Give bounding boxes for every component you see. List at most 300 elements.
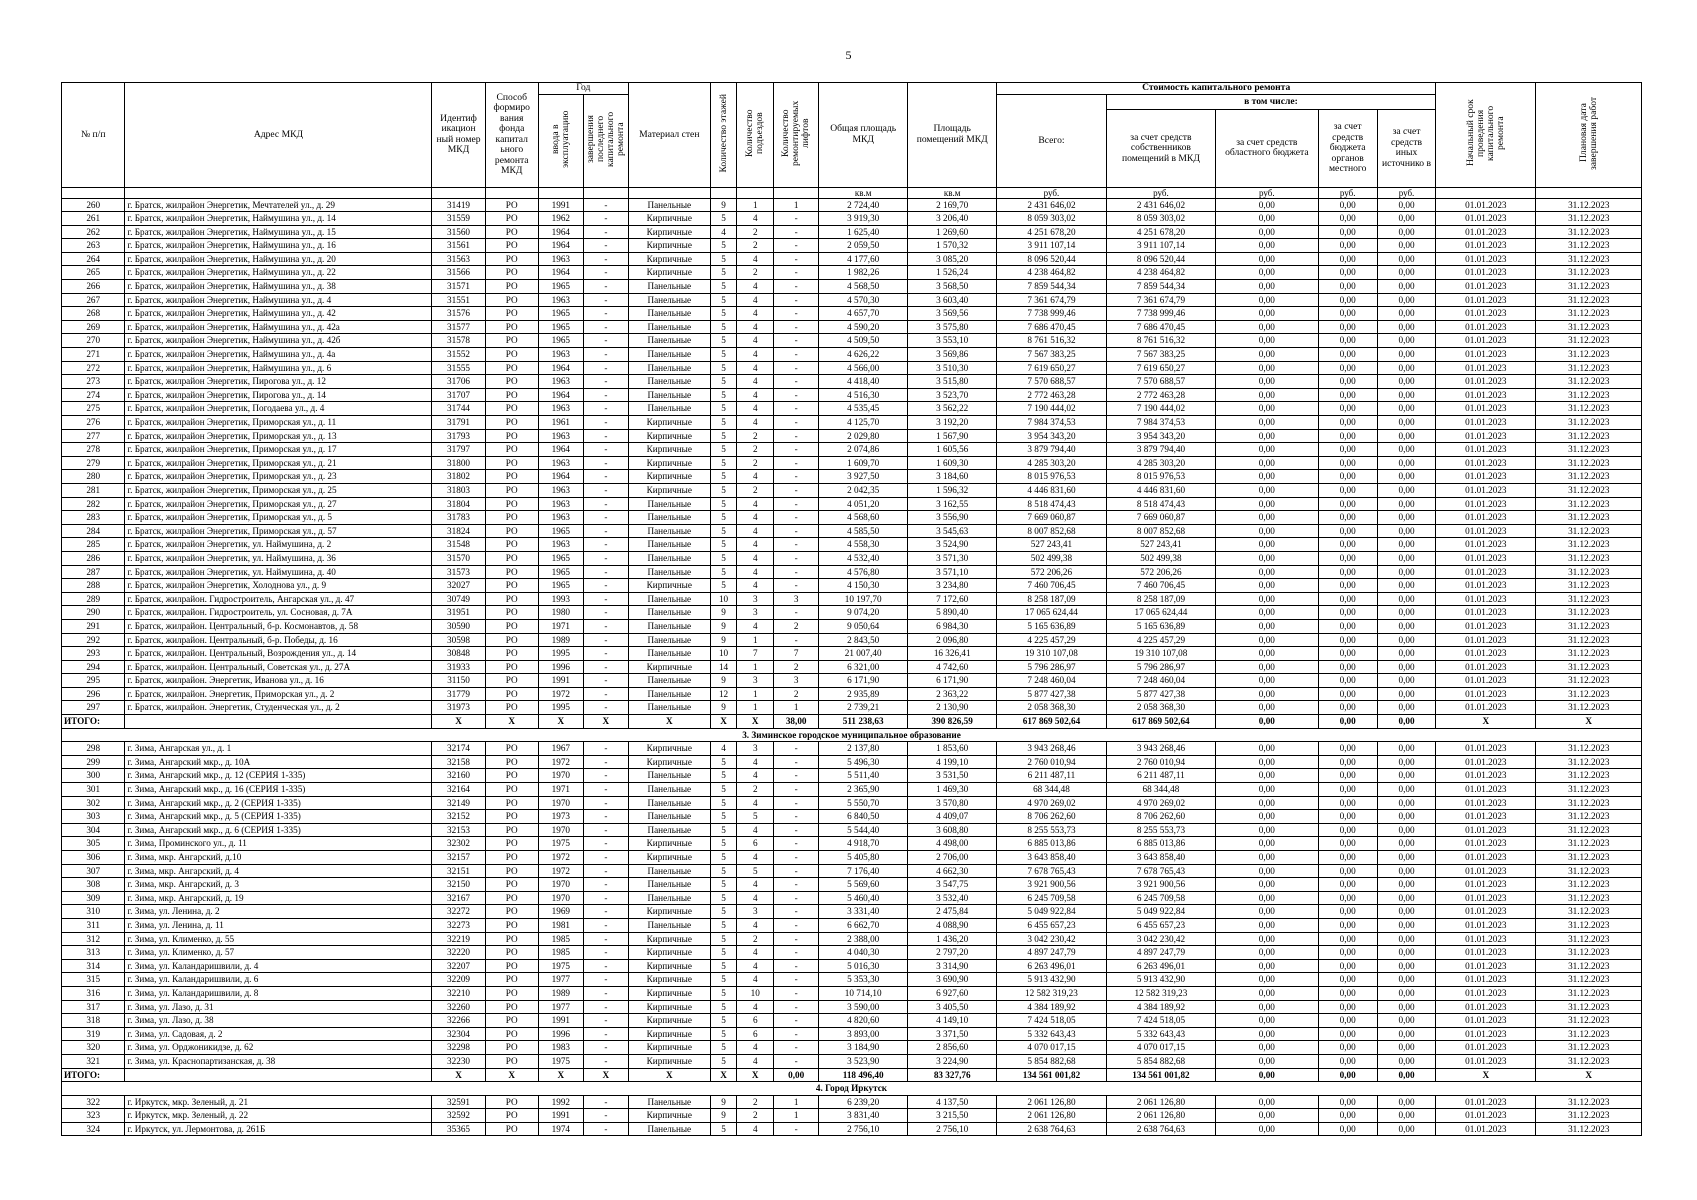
cell-year-last-repair: - [583,565,628,579]
cell-entrances: 2 [737,443,774,457]
cell-start-date: 01.01.2023 [1436,361,1536,375]
cell-year-commission: 1964 [538,388,583,402]
cell-year-last-repair: - [583,837,628,851]
cell-cost-owners: 2 431 646,02 [1106,198,1215,212]
cell-row-number: 271 [62,348,125,362]
cell-floors: 5 [710,239,737,253]
cell-fund-method: РО [485,701,538,715]
cell-wall-material: Кирпичные [628,837,710,851]
cell-floors: 5 [710,769,737,783]
cell-row-number: 282 [62,497,125,511]
total-total-area: 118 496,40 [819,1068,908,1082]
cell-year-last-repair: - [583,823,628,837]
cell-premises-area: 5 890,40 [908,606,997,620]
cell-address: г. Братск, жилрайон Энергетик, ул. Наймушина, д. 2 [125,538,432,552]
cell-start-date: 01.01.2023 [1436,959,1536,973]
cell-cost-owners: 572 206,26 [1106,565,1215,579]
cell-row-number: 316 [62,986,125,1000]
cell-entrances: 6 [737,1014,774,1028]
cell-lifts: - [774,1041,819,1055]
cell-lifts: - [774,823,819,837]
cell-cost-local: 0,00 [1318,905,1377,919]
cell-floors: 5 [710,212,737,226]
cell-total-area: 2 074,86 [819,443,908,457]
cell-ident-number: 31576 [432,307,485,321]
cell-premises-area: 4 149,10 [908,1014,997,1028]
cell-wall-material: Панельные [628,307,710,321]
cell-row-number: 324 [62,1122,125,1136]
cell-address: г. Иркутск, ул. Лермонтова, д. 261Б [125,1122,432,1136]
cell-cost-owners: 6 211 487,11 [1106,769,1215,783]
cell-entrances: 4 [737,823,774,837]
cell-fund-method: РО [485,1054,538,1068]
cell-cost-other: 0,00 [1377,932,1435,946]
table-row [62,823,1642,837]
cell-year-commission: 1972 [538,851,583,865]
cell-floors: 14 [710,660,737,674]
cell-premises-area: 3 371,50 [908,1027,997,1041]
cell-start-date: 01.01.2023 [1436,986,1536,1000]
cell-cost-other: 0,00 [1377,551,1435,565]
cell-address: г. Братск, жилрайон Энергетик, Наймушина ул., д. 42а [125,320,432,334]
cell-ident-number: 31555 [432,361,485,375]
cell-total-area: 4 570,30 [819,293,908,307]
cell-start-date: 01.01.2023 [1436,864,1536,878]
cell-year-last-repair: - [583,986,628,1000]
cell-entrances: 2 [737,225,774,239]
cell-wall-material: Панельные [628,1095,710,1109]
cell-wall-material: Кирпичные [628,932,710,946]
cell-year-last-repair: - [583,538,628,552]
table-row [62,307,1642,321]
cell-year-last-repair: - [583,932,628,946]
cell-cost-regional: 0,00 [1216,742,1318,756]
cell-ident-number: 32153 [432,823,485,837]
cell-lifts: - [774,932,819,946]
cell-cost-other: 0,00 [1377,1054,1435,1068]
cell-cost-owners: 3 943 268,46 [1106,742,1215,756]
cell-start-date: 01.01.2023 [1436,443,1536,457]
cell-start-date: 01.01.2023 [1436,1041,1536,1055]
cell-start-date: 01.01.2023 [1436,429,1536,443]
cell-wall-material: Панельные [628,334,710,348]
cell-fund-method: РО [485,565,538,579]
cell-lifts: - [774,293,819,307]
cell-row-number: 274 [62,388,125,402]
cell-year-last-repair: - [583,796,628,810]
cell-premises-area: 2 363,22 [908,687,997,701]
cell-total-area: 3 331,40 [819,905,908,919]
cell-year-last-repair: - [583,348,628,362]
cell-year-commission: 1970 [538,878,583,892]
cell-entrances: 4 [737,1054,774,1068]
cell-premises-area: 2 856,60 [908,1041,997,1055]
cell-total-area: 4 820,60 [819,1014,908,1028]
cell-premises-area: 2 130,90 [908,701,997,715]
cell-cost-owners: 8 096 520,44 [1106,252,1215,266]
cell-row-number: 289 [62,592,125,606]
cell-entrances: 4 [737,1122,774,1136]
cell-fund-method: РО [485,402,538,416]
cell-year-last-repair: - [583,742,628,756]
cell-wall-material: Кирпичные [628,456,710,470]
cell-cost-total: 2 431 646,02 [997,198,1106,212]
cell-lifts: 3 [774,674,819,688]
cell-cost-regional: 0,00 [1216,443,1318,457]
header-wall-material: Материал стен [628,83,710,188]
cell-wall-material: Панельные [628,388,710,402]
cell-premises-area: 3 314,90 [908,959,997,973]
cell-cost-local: 0,00 [1318,429,1377,443]
cell-floors: 5 [710,388,737,402]
cell-cost-other: 0,00 [1377,946,1435,960]
cell-row-number: 273 [62,375,125,389]
cell-wall-material: Панельные [628,701,710,715]
cell-fund-method: РО [485,823,538,837]
cell-floors: 5 [710,538,737,552]
cell-premises-area: 3 184,60 [908,470,997,484]
cell-address: г. Братск, жилрайон Энергетик, Наймушина ул., д. 14 [125,212,432,226]
cell-address: г. Братск, жилрайон. Гидростроитель, Ангарская ул., д. 47 [125,592,432,606]
cell-address: г. Зима, ул. Орджоникидзе, д. 62 [125,1041,432,1055]
cell-total-area: 4 177,60 [819,252,908,266]
cell-floors: 9 [710,198,737,212]
cell-start-date: 01.01.2023 [1436,511,1536,525]
cell-start-date: 01.01.2023 [1436,280,1536,294]
cell-address: г. Братск, жилрайон Энергетик, Наймушина ул., д. 16 [125,239,432,253]
total-start-date: X [1436,715,1536,729]
cell-floors: 10 [710,647,737,661]
header-cost-total: Всего: [997,95,1106,188]
cell-cost-regional: 0,00 [1216,198,1318,212]
cell-wall-material: Панельные [628,823,710,837]
cell-floors: 4 [710,742,737,756]
cell-ident-number: 32027 [432,579,485,593]
cell-cost-regional: 0,00 [1216,416,1318,430]
cell-cost-other: 0,00 [1377,1041,1435,1055]
cell-cost-total: 6 263 496,01 [997,959,1106,973]
cell-total-area: 4 566,00 [819,361,908,375]
cell-row-number: 260 [62,198,125,212]
cell-premises-area: 3 603,40 [908,293,997,307]
cell-wall-material: Кирпичные [628,443,710,457]
total-ident-number: X [432,1068,485,1082]
cell-total-area: 6 321,00 [819,660,908,674]
cell-entrances: 1 [737,687,774,701]
cell-cost-regional: 0,00 [1216,1122,1318,1136]
cell-cost-regional: 0,00 [1216,334,1318,348]
cell-cost-regional: 0,00 [1216,579,1318,593]
cell-end-date: 31.12.2023 [1536,864,1642,878]
cell-cost-owners: 7 190 444,02 [1106,402,1215,416]
cell-entrances: 4 [737,959,774,973]
cell-cost-owners: 8 059 303,02 [1106,212,1215,226]
cell-start-date: 01.01.2023 [1436,1122,1536,1136]
cell-cost-other: 0,00 [1377,592,1435,606]
table-row [62,551,1642,565]
cell-cost-other: 0,00 [1377,769,1435,783]
cell-fund-method: РО [485,307,538,321]
cell-start-date: 01.01.2023 [1436,1109,1536,1123]
cell-row-number: 266 [62,280,125,294]
header-ident: Идентиф икацион ный номер МКД [432,83,485,188]
cell-entrances: 4 [737,348,774,362]
cell-row-number: 304 [62,823,125,837]
cell-ident-number: 32298 [432,1041,485,1055]
cell-wall-material: Кирпичные [628,1027,710,1041]
cell-address: г. Братск, жилрайон Энергетик, Приморская ул., д. 11 [125,416,432,430]
cell-entrances: 10 [737,986,774,1000]
unit-owners: руб. [1106,187,1215,198]
cell-year-commission: 1964 [538,443,583,457]
cell-ident-number: 31824 [432,524,485,538]
cell-cost-regional: 0,00 [1216,783,1318,797]
cell-cost-total: 8 015 976,53 [997,470,1106,484]
cell-year-last-repair: - [583,606,628,620]
cell-end-date: 31.12.2023 [1536,511,1642,525]
table-row [62,402,1642,416]
cell-floors: 5 [710,416,737,430]
cell-cost-total: 7 678 765,43 [997,864,1106,878]
cell-lifts: - [774,375,819,389]
cell-cost-total: 2 061 126,80 [997,1109,1106,1123]
cell-lifts: - [774,348,819,362]
cell-premises-area: 16 326,41 [908,647,997,661]
cell-cost-regional: 0,00 [1216,1027,1318,1041]
cell-end-date: 31.12.2023 [1536,810,1642,824]
cell-year-commission: 1961 [538,416,583,430]
cell-cost-other: 0,00 [1377,633,1435,647]
cell-year-commission: 1962 [538,212,583,226]
cell-wall-material: Кирпичные [628,579,710,593]
cell-total-area: 4 509,50 [819,334,908,348]
header-year-last-repair: завершения последнего капитального ремонта [583,95,628,188]
cell-fund-method: РО [485,361,538,375]
cell-lifts: - [774,307,819,321]
cell-end-date: 31.12.2023 [1536,742,1642,756]
cell-cost-other: 0,00 [1377,986,1435,1000]
table-row [62,320,1642,334]
unit-cost-total: руб. [997,187,1106,198]
cell-entrances: 4 [737,769,774,783]
cell-ident-number: 32210 [432,986,485,1000]
cell-cost-other: 0,00 [1377,334,1435,348]
cell-floors: 9 [710,1095,737,1109]
cell-premises-area: 3 570,80 [908,796,997,810]
cell-cost-total: 7 686 470,45 [997,320,1106,334]
cell-ident-number: 35365 [432,1122,485,1136]
cell-entrances: 4 [737,796,774,810]
cell-wall-material: Кирпичные [628,660,710,674]
cell-end-date: 31.12.2023 [1536,918,1642,932]
cell-address: г. Братск, жилрайон Энергетик, Пирогова ул., д. 14 [125,388,432,402]
cell-cost-regional: 0,00 [1216,660,1318,674]
cell-fund-method: РО [485,959,538,973]
cell-cost-total: 4 251 678,20 [997,225,1106,239]
cell-premises-area: 3 556,90 [908,511,997,525]
cell-end-date: 31.12.2023 [1536,1000,1642,1014]
cell-premises-area: 6 984,30 [908,619,997,633]
cell-cost-owners: 6 245 709,58 [1106,891,1215,905]
cell-premises-area: 3 547,75 [908,878,997,892]
cell-fund-method: РО [485,755,538,769]
cell-floors: 5 [710,551,737,565]
cell-year-commission: 1985 [538,946,583,960]
cell-year-commission: 1972 [538,687,583,701]
total-row-number: ИТОГО: [62,715,125,729]
cell-wall-material: Кирпичные [628,851,710,865]
cell-cost-regional: 0,00 [1216,388,1318,402]
table-row [62,891,1642,905]
cell-total-area: 9 074,20 [819,606,908,620]
cell-row-number: 321 [62,1054,125,1068]
cell-ident-number: 31563 [432,252,485,266]
cell-total-area: 10 714,10 [819,986,908,1000]
cell-year-last-repair: - [583,429,628,443]
cell-premises-area: 3 562,22 [908,402,997,416]
cell-total-area: 5 496,30 [819,755,908,769]
cell-cost-owners: 5 877 427,38 [1106,687,1215,701]
cell-wall-material: Кирпичные [628,1014,710,1028]
cell-fund-method: РО [485,674,538,688]
cell-entrances: 5 [737,864,774,878]
table-row [62,592,1642,606]
cell-end-date: 31.12.2023 [1536,619,1642,633]
cell-year-last-repair: - [583,864,628,878]
cell-floors: 9 [710,619,737,633]
cell-premises-area: 2 475,84 [908,905,997,919]
cell-cost-regional: 0,00 [1216,565,1318,579]
table-row [62,266,1642,280]
cell-year-last-repair: - [583,1041,628,1055]
cell-cost-regional: 0,00 [1216,225,1318,239]
cell-cost-regional: 0,00 [1216,701,1318,715]
cell-lifts: - [774,810,819,824]
cell-address: г. Братск, жилрайон Энергетик, Погодаева ул., д. 4 [125,402,432,416]
cell-cost-other: 0,00 [1377,687,1435,701]
total-cost-total: 134 561 001,82 [997,1068,1106,1082]
cell-end-date: 31.12.2023 [1536,565,1642,579]
cell-year-commission: 1996 [538,660,583,674]
total-cost-owners: 134 561 001,82 [1106,1068,1215,1082]
cell-year-last-repair: - [583,334,628,348]
cell-fund-method: РО [485,551,538,565]
cell-wall-material: Кирпичные [628,266,710,280]
cell-cost-other: 0,00 [1377,918,1435,932]
cell-year-last-repair: - [583,592,628,606]
cell-premises-area: 3 575,80 [908,320,997,334]
header-including: в том числе: [1106,95,1436,110]
cell-year-last-repair: - [583,755,628,769]
cell-lifts: - [774,959,819,973]
cell-cost-owners: 8 015 976,53 [1106,470,1215,484]
table-row [62,660,1642,674]
cell-premises-area: 2 706,00 [908,851,997,865]
table-row [62,851,1642,865]
cell-end-date: 31.12.2023 [1536,280,1642,294]
table-row [62,959,1642,973]
cell-fund-method: РО [485,796,538,810]
cell-premises-area: 3 515,80 [908,375,997,389]
cell-total-area: 10 197,70 [819,592,908,606]
cell-cost-regional: 0,00 [1216,551,1318,565]
cell-entrances: 4 [737,551,774,565]
cell-start-date: 01.01.2023 [1436,891,1536,905]
cell-cost-regional: 0,00 [1216,266,1318,280]
cell-end-date: 31.12.2023 [1536,443,1642,457]
cell-cost-other: 0,00 [1377,375,1435,389]
cell-cost-total: 17 065 624,44 [997,606,1106,620]
cell-cost-other: 0,00 [1377,307,1435,321]
cell-cost-regional: 0,00 [1216,755,1318,769]
cell-year-commission: 1975 [538,837,583,851]
cell-fund-method: РО [485,769,538,783]
cell-year-commission: 1995 [538,701,583,715]
cell-cost-other: 0,00 [1377,538,1435,552]
cell-fund-method: РО [485,429,538,443]
cell-row-number: 306 [62,851,125,865]
table-row [62,647,1642,661]
cell-entrances: 4 [737,973,774,987]
cell-ident-number: 31419 [432,198,485,212]
cell-start-date: 01.01.2023 [1436,742,1536,756]
cell-ident-number: 31707 [432,388,485,402]
cell-cost-local: 0,00 [1318,551,1377,565]
cell-cost-local: 0,00 [1318,674,1377,688]
cell-cost-local: 0,00 [1318,823,1377,837]
cell-cost-local: 0,00 [1318,783,1377,797]
table-row [62,1041,1642,1055]
cell-cost-local: 0,00 [1318,1109,1377,1123]
table-row [62,946,1642,960]
cell-cost-local: 0,00 [1318,973,1377,987]
cell-entrances: 2 [737,483,774,497]
cell-floors: 5 [710,429,737,443]
total-row [62,715,1642,729]
cell-entrances: 4 [737,1000,774,1014]
cell-cost-total: 7 738 999,46 [997,307,1106,321]
cell-cost-owners: 7 570 688,57 [1106,375,1215,389]
total-lifts: 0,00 [774,1068,819,1082]
cell-ident-number: 32152 [432,810,485,824]
cell-ident-number: 32592 [432,1109,485,1123]
cell-start-date: 01.01.2023 [1436,551,1536,565]
cell-year-commission: 1963 [538,483,583,497]
cell-end-date: 31.12.2023 [1536,986,1642,1000]
cell-cost-owners: 3 643 858,40 [1106,851,1215,865]
cell-year-last-repair: - [583,198,628,212]
cell-row-number: 303 [62,810,125,824]
cell-entrances: 1 [737,660,774,674]
cell-year-commission: 1991 [538,198,583,212]
cell-end-date: 31.12.2023 [1536,361,1642,375]
cell-year-last-repair: - [583,851,628,865]
cell-ident-number: 32272 [432,905,485,919]
cell-lifts: - [774,973,819,987]
cell-total-area: 4 125,70 [819,416,908,430]
cell-fund-method: РО [485,932,538,946]
cell-cost-total: 6 245 709,58 [997,891,1106,905]
cell-start-date: 01.01.2023 [1436,837,1536,851]
cell-year-last-repair: - [583,225,628,239]
cell-entrances: 4 [737,511,774,525]
cell-cost-other: 0,00 [1377,606,1435,620]
cell-row-number: 286 [62,551,125,565]
cell-year-commission: 1970 [538,891,583,905]
cell-total-area: 5 353,30 [819,973,908,987]
cell-cost-other: 0,00 [1377,1109,1435,1123]
cell-total-area: 4 051,20 [819,497,908,511]
